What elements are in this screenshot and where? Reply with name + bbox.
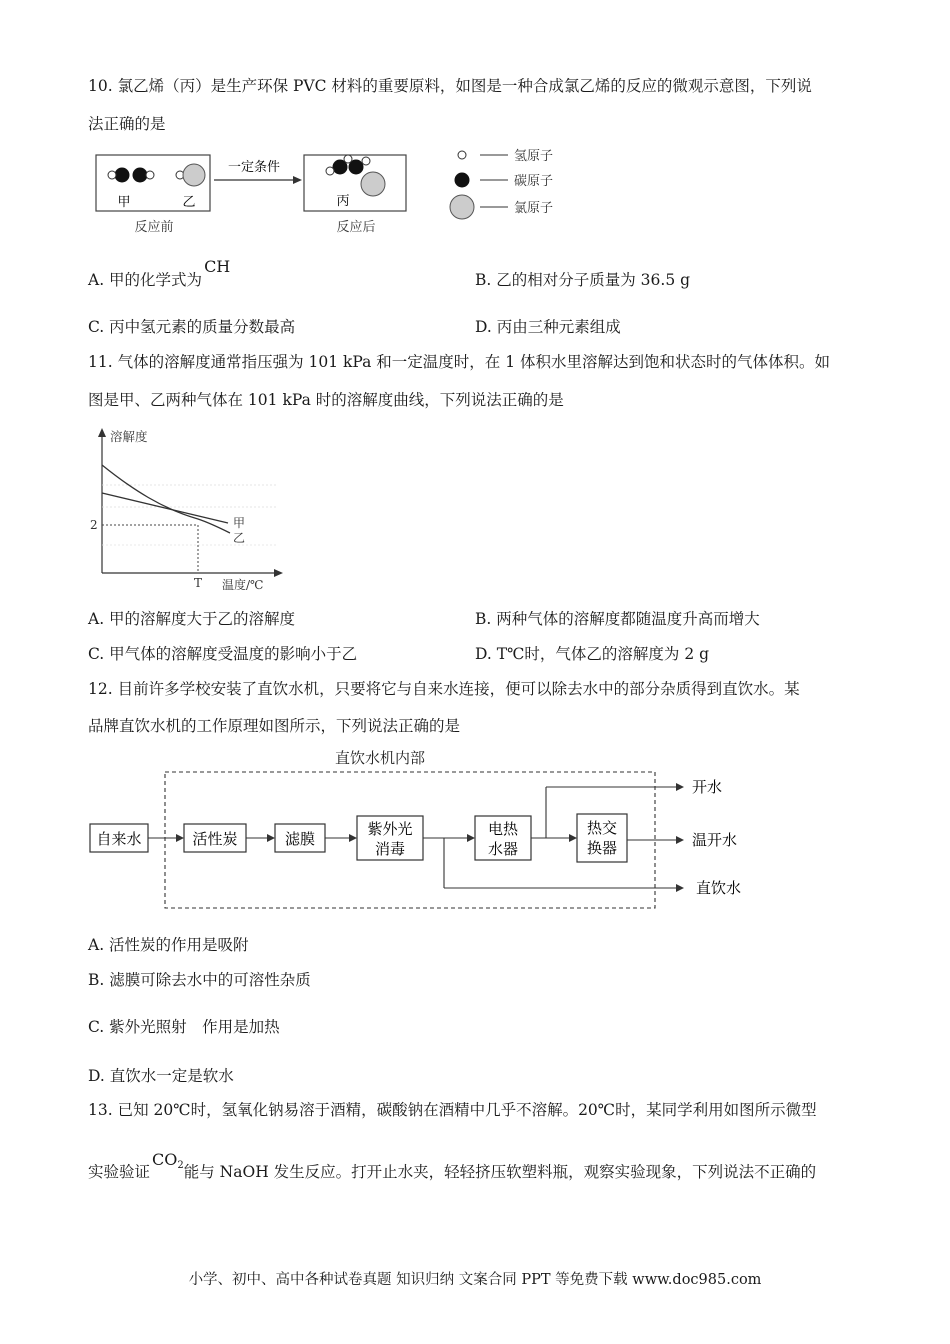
hydrogen-atom	[326, 167, 334, 175]
arrow-head	[293, 176, 302, 184]
q10-option-a	[88, 257, 231, 290]
q10-stem-line2: 法正确的是	[88, 115, 166, 133]
label-activated-carbon: 活性炭	[192, 830, 238, 848]
hydrogen-atom	[146, 171, 154, 179]
diagram-title: 直饮水机内部	[334, 749, 426, 767]
q12-option-c: C. 紫外光照射 作用是加热	[88, 1018, 280, 1036]
y-tick-2: 2	[90, 518, 98, 532]
label-out-direct: 直饮水	[696, 879, 742, 897]
label-uv-1: 紫外光	[367, 820, 413, 838]
q11-solubility-chart	[88, 425, 288, 590]
q11-stem-line2: 图是甲、乙两种气体在 101 kPa 时的溶解度曲线，下列说法正确的是	[88, 391, 564, 409]
carbon-atom	[115, 168, 130, 183]
legend-chlorine-label: 氯原子	[514, 201, 554, 216]
series-label-yi: 乙	[233, 531, 246, 545]
q10-option-b: B. 乙的相对分子质量为 36.5 g	[475, 271, 691, 289]
label-out-warm: 温开水	[692, 831, 738, 849]
q12-stem-line2: 品牌直饮水机的工作原理如图所示，下列说法正确的是	[88, 717, 461, 735]
label-after: 反应后	[336, 220, 376, 235]
label-uv-2: 消毒	[374, 840, 406, 858]
x-tick-T: T	[194, 576, 203, 590]
q12-flow-diagram	[88, 742, 768, 914]
label-out-boiled: 开水	[692, 778, 723, 796]
q10-option-c: C. 丙中氢元素的质量分数最高	[88, 318, 296, 336]
q11-stem-line1: 11. 气体的溶解度通常指压强为 101 kPa 和一定温度时，在 1 体积水里溶解达到饱和状态时的气体体积。如	[88, 353, 831, 371]
carbon-atom	[133, 168, 148, 183]
q12-option-b: B. 滤膜可除去水中的可溶性杂质	[88, 971, 311, 989]
q13-stem-line2	[88, 1150, 817, 1188]
legend-hydrogen-label: 氢原子	[514, 149, 554, 164]
q13-co2-formula	[152, 1150, 184, 1169]
x-axis-label: 温度/℃	[222, 578, 264, 590]
q10-reaction-diagram	[88, 145, 588, 240]
label-exchanger-1: 热交	[586, 819, 618, 837]
q13-stem-line1: 13. 已知 20℃时，氢氧化钠易溶于酒精，碳酸钠在酒精中几乎不溶解。20℃时，某同学利用如图所示微型	[88, 1101, 817, 1119]
label-tap-water: 自来水	[96, 830, 142, 848]
q11-option-b: B. 两种气体的溶解度都随温度升高而增大	[475, 610, 760, 628]
legend-carbon-icon	[455, 173, 470, 188]
legend-carbon-label: 碳原子	[514, 174, 554, 189]
q13-stem-line2-prefix: 实验验证	[88, 1163, 151, 1181]
q11-option-a: A. 甲的溶解度大于乙的溶解度	[88, 610, 296, 628]
label-heater-1: 电热	[487, 820, 519, 838]
q12-option-a: A. 活性炭的作用是吸附	[88, 936, 249, 954]
q10-option-a-prefix: A. 甲的化学式为	[88, 271, 203, 289]
q13-stem-line2-suffix: 能与 NaOH 发生反应。打开止水夹，轻轻挤压软塑料瓶，观察实验现象，下列说法不正确的	[183, 1163, 817, 1181]
hydrogen-atom	[362, 157, 370, 165]
hydrogen-atom	[344, 155, 352, 163]
label-before: 反应前	[134, 220, 174, 235]
page-footer: 小学、初中、高中各种试卷真题 知识归纳 文案合同 PPT 等免费下载 www.doc985.com	[188, 1272, 762, 1288]
q12-option-d: D. 直饮水一定是软水	[88, 1067, 234, 1085]
label-membrane: 滤膜	[284, 830, 316, 848]
q10-stem-line1: 10. 氯乙烯（丙）是生产环保 PVC 材料的重要原料，如图是一种合成氯乙烯的反应的微观示意图，下列说	[88, 77, 812, 95]
x-axis-arrow	[274, 569, 283, 577]
chlorine-atom	[183, 164, 205, 186]
legend-hydrogen-icon	[458, 151, 466, 159]
legend-chlorine-icon	[450, 195, 474, 219]
chlorine-atom	[361, 172, 385, 196]
hydrogen-atom	[108, 171, 116, 179]
y-axis-label: 溶解度	[110, 429, 148, 444]
label-jia: 甲	[117, 195, 131, 210]
q12-stem-line1: 12. 目前许多学校安装了直饮水机，只要将它与自来水连接，便可以除去水中的部分杂质得到直饮水。某	[88, 680, 800, 698]
q13-co2-subscript: 2	[177, 1160, 184, 1171]
curve-jia	[102, 493, 228, 523]
q11-option-c: C. 甲气体的溶解度受温度的影响小于乙	[88, 645, 358, 663]
label-yi: 乙	[182, 195, 196, 210]
y-axis-arrow	[98, 428, 106, 437]
label-bing: 丙	[336, 194, 350, 209]
q13-co2-main: CO	[152, 1150, 178, 1169]
label-heater-2: 水器	[487, 840, 519, 858]
curve-yi	[102, 465, 230, 533]
q10-option-d: D. 丙由三种元素组成	[475, 318, 621, 336]
label-condition: 一定条件	[227, 160, 281, 175]
q10-option-a-formula: CH	[204, 257, 231, 276]
label-exchanger-2: 换器	[586, 839, 618, 857]
q11-option-d: D. T℃时，气体乙的溶解度为 2 g	[475, 645, 710, 663]
series-label-jia: 甲	[233, 516, 246, 530]
